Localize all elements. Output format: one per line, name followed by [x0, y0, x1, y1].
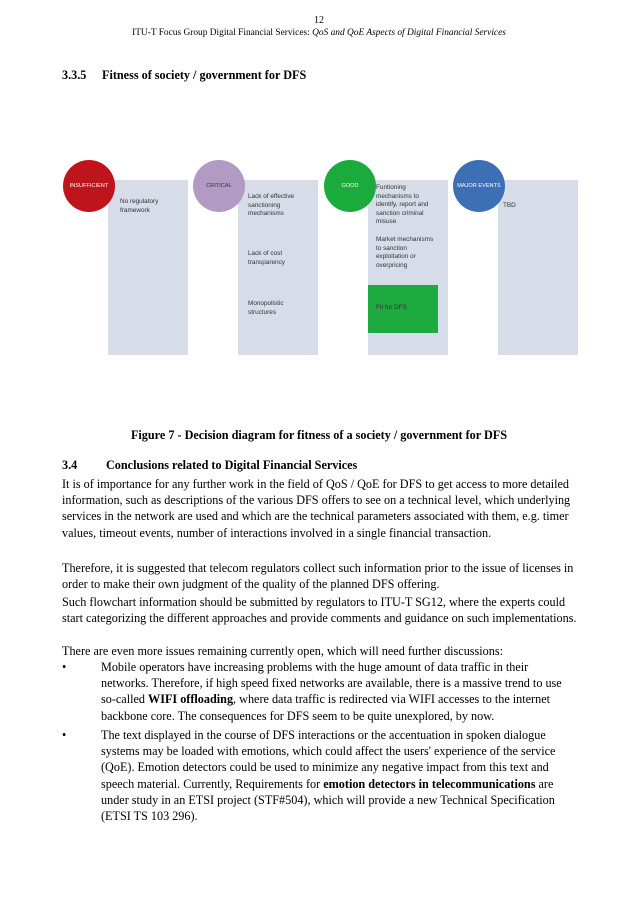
bullet-text-part: are under study in an ETSI project (STF#504), which will provide a new Technical Specification (ETSI TS 103 296).: [101, 776, 555, 824]
running-header-prefix: ITU-T Focus Group Digital Financial Services:: [132, 28, 313, 38]
section-title: Fitness of society / government for DFS: [102, 68, 307, 82]
bullet-text-part: The text displayed in the course of DFS interactions or the accentuation in spoken dialogue systems may be loaded with emotions, which could affect the users' experience of the service (QoE). Emotion detectors could be used to minimize any negative impact from this text and speech material. Currently, Requirements for: [101, 728, 556, 791]
paragraph-1: It is of importance for any further work in the field of QoS / QoE for DFS to get access to more detailed information, such as descriptions of the various DFS offers to see on a technical level, which underlying services in the network are used and which are the technical parameters associated with them, e.g. timer values, timeout events, number of interactions involved in a single financial transaction.: [62, 477, 571, 540]
subsection-heading: [62, 458, 357, 473]
decision-diagram: [63, 160, 583, 360]
bullet-marker: •: [62, 660, 67, 674]
bullet-text-part: Mobile operators have increasing problems with the huge amount of data traffic in their networks. Therefore, if high speed fixed networks are available, there is a massive trend to use so-called: [101, 660, 562, 707]
insufficient-circle: INSUFFICIENT: [63, 160, 115, 212]
paragraph-2: Therefore, it is suggested that telecom regulators collect such information prior to the issue of licenses in order to make their own judgment of the quality of the planned DFS offering.: [62, 561, 574, 592]
bullet-emotion-detectors: [62, 727, 577, 824]
bullet-marker: •: [62, 728, 67, 742]
tbd-text: TBD: [503, 202, 516, 209]
subsection-title: Conclusions related to Digital Financial Services: [106, 458, 358, 472]
section-number: 3.3.5: [62, 68, 87, 82]
running-header-italic: QoS and QoE Aspects of Digital Financial Services: [312, 28, 506, 38]
page-number: 12: [314, 15, 324, 26]
section-heading: [62, 68, 306, 83]
monopolistic-structures-text: Monopolistic structures: [248, 300, 284, 316]
major-events-circle: MAJOR EVENTS: [453, 160, 505, 212]
paragraph-4: There are even more issues remaining currently open, which will need further discussions:: [62, 644, 503, 658]
no-regulatory-framework-text: No regulatory framework: [120, 198, 159, 214]
functioning-mechanisms-text: Funtioning mechanisms to identify, report and sanction criminal misuse: [376, 184, 429, 226]
lack-of-sanctioning-text: Lack of effective sanctioning mechanisms: [248, 193, 295, 218]
bullet-text: [101, 659, 577, 724]
bullet-wifi-offloading: [62, 659, 577, 724]
bullet-text-part: , where data traffic is redirected via WIFI accesses to the internet backbone core. The consequences for DFS seem to be quite unexplored, by now.: [101, 692, 551, 723]
bullet-bold-term: WIFI offloading: [148, 692, 234, 707]
paragraph-3: Such flowchart information should be submitted by regulators to ITU-T SG12, where the experts could start categorizing the different approaches and provide comments and guidance on such implementations.: [62, 595, 577, 626]
running-header: [0, 28, 638, 38]
good-circle: GOOD: [324, 160, 376, 212]
fit-for-dfs-text: Fit for DFS: [376, 304, 407, 311]
subsection-number: 3.4: [62, 458, 78, 472]
lack-of-cost-transparency-text: Lack of cost transparency: [248, 250, 285, 266]
figure-caption: Figure 7 - Decision diagram for fitness of a society / government for DFS: [130, 428, 508, 442]
bullet-bold-term: emotion detectors in telecommunications: [323, 776, 536, 791]
market-mechanisms-text: Market mechanisms to sanction exploitation or overpricing: [376, 236, 434, 269]
critical-circle: CRITICAL: [193, 160, 245, 212]
bullet-text: [101, 727, 577, 824]
